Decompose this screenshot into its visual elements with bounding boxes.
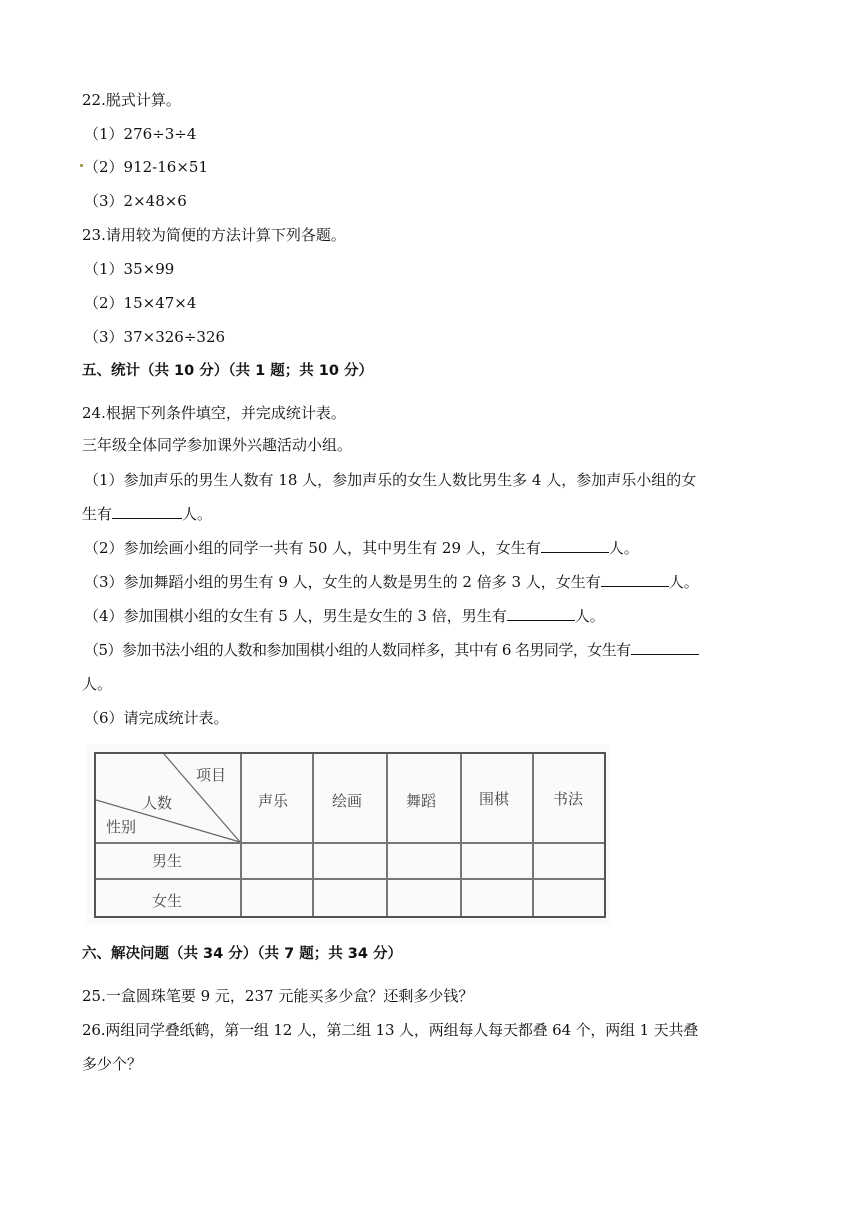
q24-part-4-pre: （4）参加围棋小组的女生有 5 人，男生是女生的 3 倍，男生有 [84, 607, 507, 625]
q24-part-1a: （1）参加声乐的男生人数有 18 人，参加声乐的女生人数比男生多 4 人，参加声乐小组的女 [84, 471, 697, 489]
q24-part-6: （6）请完成统计表。 [84, 709, 229, 727]
section-5-heading: 五、统计（共 10 分）（共 1 题；共 10 分） [82, 363, 373, 379]
q22-item-2: （2）912-16×51 [84, 158, 208, 176]
q24-part-5-post: 人。 [82, 675, 113, 693]
table-col-header: 舞蹈 [406, 792, 437, 810]
q24-part-2-post: 人。 [608, 539, 639, 557]
q24-part-3 [84, 572, 699, 592]
table-col-header: 绘画 [332, 792, 363, 810]
table-vline [312, 754, 314, 916]
statistics-table-image [86, 744, 610, 924]
corner-label-count: 人数 [142, 794, 173, 812]
q24-part-1b [82, 504, 212, 524]
q24-part-3-post: 人。 [668, 573, 699, 591]
q24-part-1b-pre: 生有 [82, 505, 113, 523]
q23-item-3: （3）37×326÷326 [84, 328, 226, 346]
corner-label-item: 项目 [196, 766, 227, 784]
q24-part-5-pre: （5）参加书法小组的人数和参加围棋小组的人数同样多，其中有 6 名男同学，女生有 [84, 641, 631, 659]
q24-part-4 [84, 606, 605, 626]
q25: 25.一盒圆珠笔要 9 元，237 元能买多少盒？还剩多少钱？ [82, 987, 474, 1005]
table-col-header: 围棋 [479, 790, 510, 808]
q24-part-1b-post: 人。 [182, 505, 213, 523]
table-col-header: 声乐 [258, 792, 289, 810]
q24-part-4-post: 人。 [574, 607, 605, 625]
q22-item-3: （3）2×48×6 [84, 192, 187, 210]
q24-part-2-pre: （2）参加绘画小组的同学一共有 50 人，其中男生有 29 人，女生有 [84, 539, 541, 557]
corner-label-gender: 性别 [106, 818, 137, 836]
q24-part-3-pre: （3）参加舞蹈小组的男生有 9 人，女生的人数是男生的 2 倍多 3 人，女生有 [84, 573, 601, 591]
table-hline [96, 878, 604, 880]
table-col-header: 书法 [553, 790, 584, 808]
answer-blank[interactable] [507, 606, 575, 621]
q23-title: 23.请用较为简便的方法计算下列各题。 [82, 226, 346, 244]
q22-item-1: （1）276÷3÷4 [84, 125, 197, 143]
section-6-heading: 六、解决问题（共 34 分）（共 7 题；共 34 分） [82, 946, 402, 962]
q26-line-2: 多少个？ [82, 1055, 143, 1073]
answer-blank[interactable] [601, 572, 669, 587]
table-vline [460, 754, 462, 916]
table-vline [386, 754, 388, 916]
scan-dot [80, 164, 83, 167]
q24-part-5 [84, 640, 699, 660]
q24-part-2 [84, 538, 639, 558]
q22-title: 22.脱式计算。 [82, 91, 181, 109]
answer-blank[interactable] [112, 504, 182, 519]
table-row-header: 女生 [152, 892, 183, 910]
q24-intro: 三年级全体同学参加课外兴趣活动小组。 [82, 436, 353, 454]
table-vline [532, 754, 534, 916]
q26-line-1: 26.两组同学叠纸鹤，第一组 12 人，第二组 13 人，两组每人每天都叠 64 个，两组 1 天共叠 [82, 1021, 699, 1039]
q23-item-1: （1）35×99 [84, 260, 175, 278]
q24-title: 24.根据下列条件填空，并完成统计表。 [82, 404, 346, 422]
table-row-header: 男生 [152, 852, 183, 870]
q23-item-2: （2）15×47×4 [84, 294, 197, 312]
statistics-table [94, 752, 606, 918]
answer-blank[interactable] [541, 538, 609, 553]
answer-blank[interactable] [631, 640, 699, 655]
